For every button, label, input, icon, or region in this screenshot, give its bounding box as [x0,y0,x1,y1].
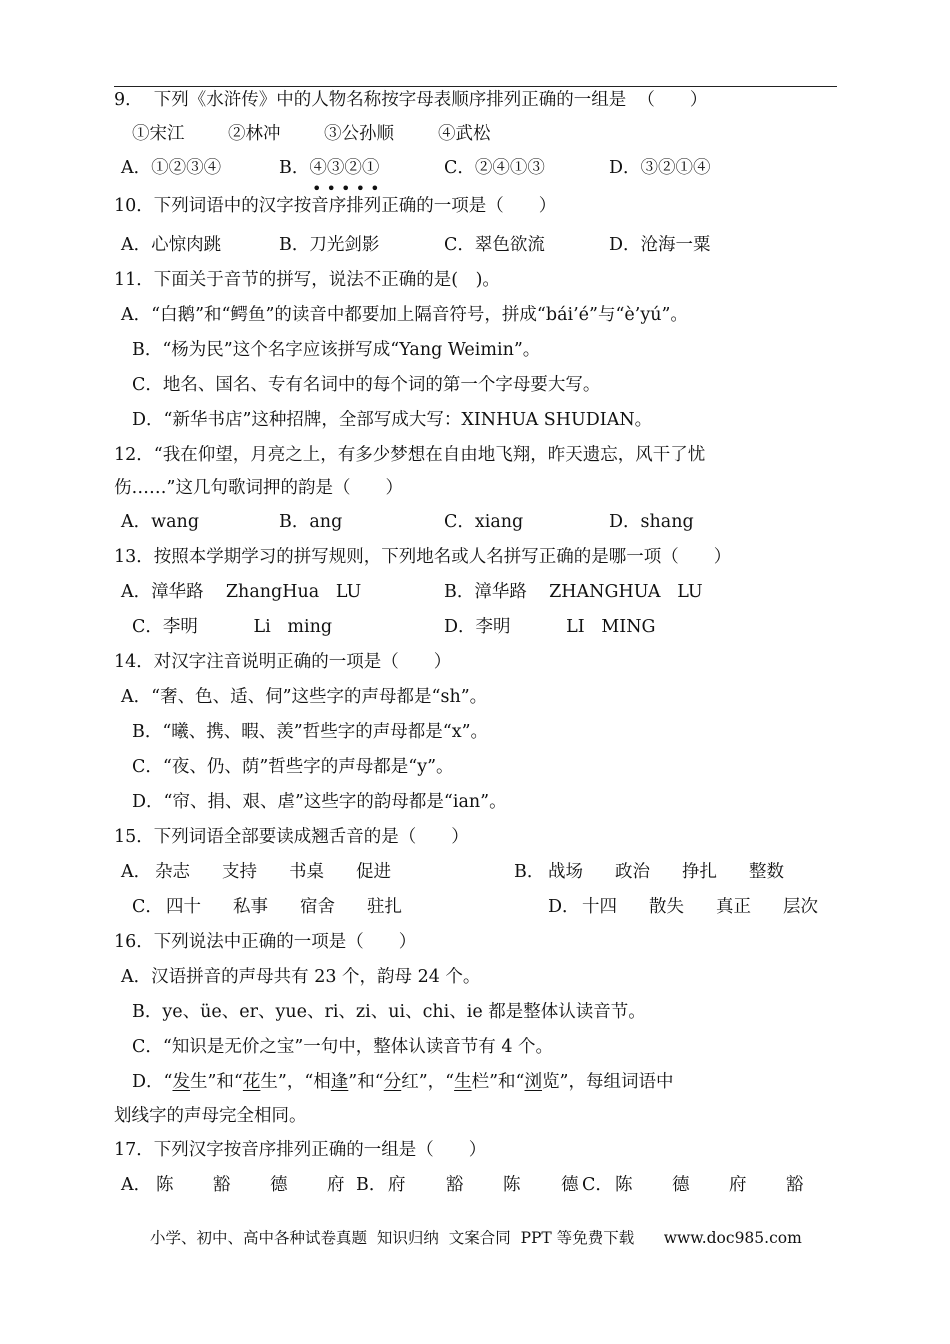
q12-option-c: C．xiang [444,512,524,532]
q15-option-a-word: 杂志 [155,862,190,882]
q17-option-b-char: 府 [388,1175,406,1195]
q15-option-b-word: 战场 [548,862,583,882]
q9-option-b: B．④③②① [279,158,380,178]
q9-item-4: ④武松 [438,124,491,144]
question-10: 10．下列词语中的汉字按音序排列正确的一项是（ ） [114,196,557,216]
q15-option-b-word: 政治 [615,862,650,882]
q13-option-c: C．李明 Li ming [132,617,333,637]
q15-option-d-word: 层次 [783,897,818,917]
q16-d-text: 红”，“ [401,1072,455,1092]
q17-option-b-char: 豁 [446,1175,464,1195]
q17-option-a-char: 陈 [156,1175,174,1195]
q10-option-b: B．刀光剑影 [279,235,380,255]
q9-item-2: ②林冲 [228,124,281,144]
q17-option-a-char: 德 [270,1175,288,1195]
q11-option-b: B．“杨为民”这个名字应该拼写成“Yang Weimin”。 [132,340,541,360]
q17-option-b-char: 德 [561,1175,579,1195]
q9-item-3: ③公孙顺 [324,124,394,144]
q17-option-b-char: 陈 [503,1175,521,1195]
q9-item-1: ①宋江 [132,124,185,144]
q12-option-a: A．wang [121,512,200,532]
underlined-char: 逢 [330,1072,349,1092]
question-17: 17．下列汉字按音序排列正确的一组是（ ） [114,1140,487,1160]
emphasis-dots: • • • • • [312,179,380,198]
q15-option-d-word: 散失 [649,897,684,917]
q9-option-a: A．①②③④ [121,158,222,178]
q17-option-c-char: 府 [729,1175,747,1195]
q10-option-d: D．沧海一粟 [609,235,711,255]
q10-option-c: C．翠色欲流 [444,235,545,255]
q12-option-d: D．shang [609,512,694,532]
q17-option-a-char: 府 [327,1175,345,1195]
q12-option-b: B．ang [279,512,343,532]
q17-option-a-label: A． [121,1175,152,1195]
q15-option-d-word: 十四 [582,897,617,917]
q13-option-a: A．漳华路 ZhangHua LU [121,582,362,602]
q17-option-c-label: C． [582,1175,613,1195]
underlined-char: 浏 [524,1072,543,1092]
q15-option-a-word: 支持 [222,862,257,882]
q15-option-b-word: 挣扎 [682,862,717,882]
underlined-char: 发 [172,1072,190,1092]
question-16: 16．下列说法中正确的一项是（ ） [114,932,417,952]
q14-option-a: A．“奢、色、适、伺”这些字的声母都是“sh”。 [121,687,488,707]
q16-d-text: 栏”和“ [471,1072,525,1092]
q10-option-a: A．心惊肉跳 [121,235,222,255]
q15-option-a-word: 书桌 [289,862,324,882]
question-13: 13．按照本学期学习的拼写规则，下列地名或人名拼写正确的是哪一项（ ） [114,547,732,567]
question-14: 14．对汉字注音说明正确的一项是（ ） [114,652,452,672]
q16-d-text: 生”和“ [189,1072,243,1092]
q9-option-c: C．②④①③ [444,158,545,178]
q16-d-text: 生”，“相 [260,1072,331,1092]
q11-option-c: C．地名、国名、专有名词中的每个词的第一个字母要大写。 [132,375,601,395]
q15-option-c-word: 驻扎 [367,897,402,917]
q15-option-a-label: A． [121,862,152,882]
underlined-char: 生 [454,1072,472,1092]
question-15: 15．下列词语全部要读成翘舌音的是（ ） [114,827,469,847]
question-12-line-2: 伤……”这几句歌词押的韵是（ ） [114,478,403,498]
q16-option-a: A．汉语拼音的声母共有 23 个，韵母 24 个。 [121,967,481,987]
underlined-char: 花 [242,1072,261,1092]
q14-option-d: D．“帘、捐、艰、虐”这些字的韵母都是“ian”。 [132,792,507,812]
q14-option-c: C．“夜、仍、荫”哲些字的声母都是“y”。 [132,757,454,777]
q16-option-d [132,1070,673,1094]
q17-option-b-label: B． [356,1175,387,1195]
q15-option-c-word: 四十 [166,897,201,917]
q16-option-d-continued: 划线字的声母完全相同。 [114,1106,307,1126]
q16-d-text: 览”，每组词语中 [542,1072,674,1092]
header-rule [114,86,837,87]
q17-option-a-char: 豁 [213,1175,231,1195]
q16-d-text: ”和“ [348,1072,384,1092]
question-12-line-1: 12．“我在仰望，月亮之上，有多少梦想在自由地飞翔，昨天遗忘，风干了忧 [114,445,706,465]
q15-option-d-label: D． [548,897,580,917]
q16-option-c: C．“知识是无价之宝”一句中，整体认读音节有 4 个。 [132,1037,554,1057]
question-9: 9． 下列《水浒传》中的人物名称按字母表顺序排列正确的一组是 （ ） [114,90,708,110]
q11-option-d: D．“新华书店”这种招牌，全部写成大写：XINHUA SHUDIAN。 [132,410,653,430]
underlined-char: 分 [383,1072,402,1092]
q16-d-text: D．“ [132,1072,173,1092]
q11-option-a: A．“白鹅”和“鳄鱼”的读音中都要加上隔音符号，拼成“bái’é”与“è’yú”。 [121,305,688,325]
q14-option-b: B．“曦、携、暇、羡”哲些字的声母都是“x”。 [132,722,489,742]
q17-option-c-char: 德 [672,1175,690,1195]
q17-option-c-char: 陈 [615,1175,633,1195]
q16-option-b: B．ye、üe、er、yue、ri、zi、ui、chi、ie 都是整体认读音节。 [132,1002,646,1022]
q15-option-c-word: 私事 [233,897,268,917]
q13-option-b: B．漳华路 ZHANGHUA LU [444,582,703,602]
q9-option-d: D．③②①④ [609,158,711,178]
q15-option-a-word: 促进 [356,862,391,882]
q15-option-d-word: 真正 [716,897,751,917]
page-footer: 小学、初中、高中各种试卷真题 知识归纳 文案合同 PPT 等免费下载 www.doc985.com [150,1229,802,1247]
q17-option-c-char: 豁 [786,1175,804,1195]
q15-option-b-word: 整数 [749,862,784,882]
q15-option-c-word: 宿舍 [300,897,335,917]
q13-option-d: D．李明 LI MING [444,617,656,637]
q15-option-b-label: B． [514,862,545,882]
q15-option-c-label: C． [132,897,163,917]
question-11: 11．下面关于音节的拼写，说法不正确的是( )。 [114,270,500,290]
